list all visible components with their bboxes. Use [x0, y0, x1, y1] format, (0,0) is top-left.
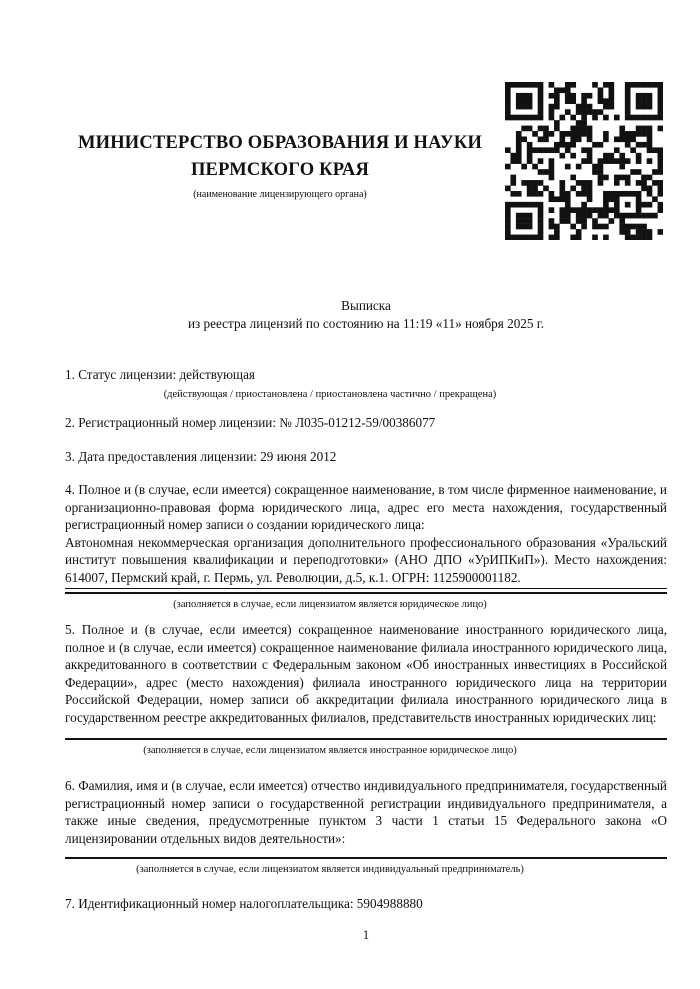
extract-subtitle: из реестра лицензий по состоянию на 11:19 «11» ноября 2025 г. — [187, 316, 545, 331]
page-number: 1 — [362, 928, 370, 942]
legal-entity-caption: (заполняется в случае, если лицензиатом является юридическое лицо) — [173, 599, 487, 610]
blank-fill-line — [65, 857, 667, 859]
qr-code-icon — [505, 82, 663, 240]
inn-line: 7. Идентификационный номер налогоплательщика: 5904988880 — [65, 896, 423, 911]
legal-entity-clause: 4. Полное и (в случае, если имеется) сокращенное наименование, в том числе фирменное наименование, и организационно-правовая форма юридического лица, адрес его места нахождения, государственный регистрационный номер записи о создании юридического лица: — [65, 482, 667, 532]
licensing-authority-caption: (наименование лицензирующего органа) — [193, 189, 367, 200]
extract-title: Выписка — [341, 298, 391, 313]
item-foreign-entity — [65, 621, 667, 757]
item-taxpayer-number — [65, 895, 667, 913]
item-registration-number — [65, 414, 667, 432]
blank-value-space — [65, 847, 667, 857]
item-legal-entity — [65, 481, 667, 611]
item-license-status — [65, 366, 667, 401]
foreign-entity-caption: (заполняется в случае, если лицензиатом является иностранное юридическое лицо) — [143, 745, 517, 756]
status-options-caption: (действующая / приостановлена / приостановлена частично / прекращена) — [163, 388, 497, 400]
license-status-line: 1. Статус лицензии: действующая — [65, 367, 256, 382]
entrepreneur-caption: (заполняется в случае, если лицензиатом является индивидуальный предприниматель) — [136, 864, 524, 875]
grant-date-line: 3. Дата предоставления лицензии: 29 июня 2012 — [65, 449, 337, 464]
blank-value-space — [65, 726, 667, 738]
entrepreneur-clause: 6. Фамилия, имя и (в случае, если имеется) отчество индивидуального предпринимателя, государственный регистрационный номер записи о государственной регистрации индивидуального предпринимателя, а также иные сведения, предусмотренные пунктом 3 части 1 статьи 15 Федерального закона «О лицензировании отдельных видов деятельности»: — [65, 778, 667, 846]
registration-number-line: 2. Регистрационный номер лицензии: № Л035-01212-59/00386077 — [65, 415, 436, 430]
ministry-name-line2: ПЕРМСКОГО КРАЯ — [190, 160, 370, 180]
licensing-authority-header — [65, 130, 495, 201]
ministry-name-line1: МИНИСТЕРСТВО ОБРАЗОВАНИЯ И НАУКИ — [77, 133, 483, 153]
legal-entity-value: Автономная некоммерческая организация дополнительного профессионального образования «Уральский институт повышения квалификации и переподготовки» (АНО ДПО «УрИПКиП»). Место нахождения: 614007, Пермский край, г. Пермь, ул. Революции, д.5, к.1. ОГРН: 1125900001182. — [65, 534, 667, 585]
qr-code-image — [505, 82, 663, 240]
extract-title-block — [65, 297, 667, 333]
foreign-entity-clause: 5. Полное и (в случае, если имеется) сокращенное наименование иностранного юридического лица, полное и (в случае, если имеется) сокращенное наименование филиала иностранного юридического лица, аккредитованного в соответствии с Федеральным законом «Об иностранных инвестициях в Российской Федерации», адрес (место нахождения) филиала иностранного юридического лица на территории Российской Федерации, номер записи об аккредитации филиала иностранного юридического лица в государственном реестре аккредитованных филиалов, представительств иностранных юридических лиц: — [65, 622, 667, 725]
item-entrepreneur — [65, 777, 667, 876]
blank-fill-line — [65, 738, 667, 740]
fill-line — [65, 588, 667, 594]
item-grant-date — [65, 448, 667, 466]
